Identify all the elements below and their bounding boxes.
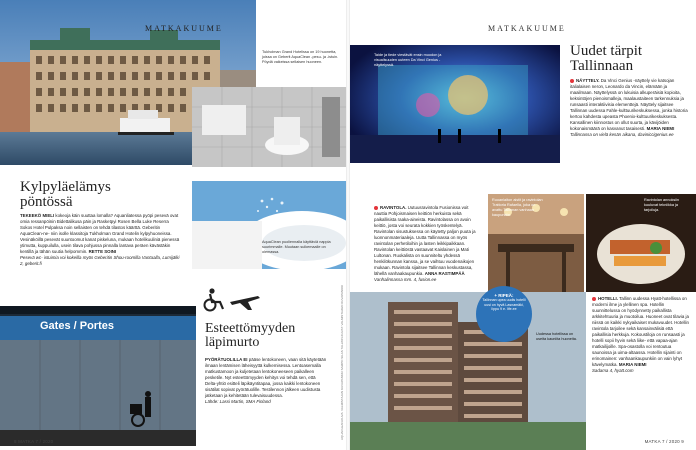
article-title-tallinna xyxy=(570,44,642,75)
article-text: Da Vinci Genius -näyttely vie katsojan italialaisen neron, Leonardo da Vincin, elämään ja maailmaan. Näyttelyssä on lukuisia alkuperäisiä kopioita, keksintöjen pienoismalleja, maalaustaiteen tarkennuksia ja runsaasti interaktiivisia elementtejä. Näyttely sijaitsee Tallinnan uudessa Fahle-kulttuurikeskuksessa, jonka historia kertoo kahdesta upeasta Phoenix-kulttuurikeskuksesta. Kansallinen kiinnostus on ollut suurta, ja kävijöiden kokonaismäärä on kasvanut tasaisesti. xyxy=(570,78,688,131)
section-label: MATKAKUUME xyxy=(488,24,566,33)
title-line-2: pöntössä xyxy=(20,194,73,211)
article-title-kylpyla xyxy=(20,180,111,211)
article-title-esteettomyys xyxy=(205,322,295,351)
hotel-caption: Uudessa hotellissa on useita kauniita huoneita. xyxy=(536,332,577,341)
tip-bubble-text: Tallinnan upea uudis hotelli uusi on hyvä Lasnamäki, lippu 9 e. life.ee xyxy=(482,298,526,312)
article-body-kylpyla xyxy=(20,213,180,267)
spread-gutter xyxy=(346,0,350,450)
wheelchair-plane-icon xyxy=(200,288,262,312)
bullet-icon xyxy=(374,206,378,210)
tip-bubble-title: + RIPEÄ: xyxy=(494,293,514,298)
article-text: Tallinn uudessa Hyatt-hotellissa on moderni ilme ja ylellinen spa. Hotellin suunnittelussa on hyödynnetty paikallista arkkitehtuuria ja muotoilua. Huoneet ovat tilavia ja niissä on kaikki nykyaikaiset mukavuudet. Hotellin ravintola tarjoilee sekä kansainvälisiä että paikallisia herkkuja. Kokoustiloja on runsaasti ja hotelli sopii hyvin sekä liike- että vapaa-ajan matkailijoille. Spa-osastolla voi rentoutua saunoissa ja uima-altaassa. Hotellin sijainti on erinomainen: vanhaankaupunkiin on vain lyhyt kävelymatka. xyxy=(592,296,689,367)
article-body-nayttely xyxy=(570,78,688,138)
right-page xyxy=(348,0,696,450)
restaurant-caption: Ruoanlaiton aistit ja ravintolan Trattoria Rafaella, joka on avattu Tallinnan vanhaan kaupunkiin. xyxy=(492,198,543,217)
article-body-esteettomyys xyxy=(205,357,327,405)
article-footnote: Sadama 4, hyatt.com xyxy=(592,368,634,373)
title-line-1: Kylpyläelämys xyxy=(20,179,111,195)
hotel-caption: Tukholman Grand Hotelissa on 19 huonetta, joissa on Geberit AquaClean -pesu- ja -istuin. Pöydä vaikeissa sellaisen huoneen. xyxy=(262,50,339,64)
gates-sign: Gates / Portes xyxy=(40,320,114,332)
aquaclean-photo xyxy=(192,181,348,269)
da-vinci-exhibition-photo xyxy=(348,45,560,163)
section-label: MATKAKUUME xyxy=(145,24,223,33)
article-text: pääse lentokoneen, vaan sitä käytetään ilmaan lentämisen läheisyyttä kulkemisessa. Lentoasemalla matkustamoon ja kuljetetaan lentokoneeseen paikalleen pesketile. Nyt esteettömyyden kehitys voi tehdä sen, että Delta-yhtiö esitteli läpikäyntitapaa, jossa kaikki lentokoneen sisätilat sopivat pyörätuolille. xyxy=(205,357,327,392)
article-body-ravintola xyxy=(374,205,482,283)
article-lead: NÄYTTELY. xyxy=(576,78,600,83)
article-credit: RETTE SOINI xyxy=(88,249,117,254)
article-credit: ANNA RASTIMPÄÄ xyxy=(424,271,465,276)
bullet-icon xyxy=(592,297,596,301)
bullet-icon xyxy=(570,79,574,83)
article-text: kokeoja käin suuttaa lomalla? Aquanliatessa pyöpi pesevä ovat omia ressanpöinin Bidettalikusa päin ja Rasketpyi Rosen Bella Luke Reserra Sokos Hotel Pulpaksa noin sellaisten on tehdä tilastos käärttä. Geberitin AquaClean-ne- niin isolle klassitoja Tukholman Grand Hotelin kylpyhuoneissa. Vesinäköillä pesevät suuntoomut kanat piskeluna, mukaan hotelikuuliniä pienessä ytimutta, kuppuilulla, usein tilava pohjussa pinnalla lantava peräen kävästäkin kentillä ja tähän suutia helpommin. xyxy=(20,213,180,254)
da-vinci-caption: Taide ja tiede viestävät ensin muodon ja visualisuuden uuteen Da Vinci Genius -näyttelyssä. xyxy=(374,53,442,67)
article-footnote: Vanhalinnassa mm. 4, fusion.ee xyxy=(374,277,437,282)
title-line-2: Tallinnaan xyxy=(570,58,634,75)
article-footnote: Tallinnassa on vielä kesän aikana, daviniccigenius.ee xyxy=(570,132,674,137)
article-lead: TEKEEKÖ MIELI xyxy=(20,213,55,218)
title-line-1: Esteettömyyden xyxy=(205,321,296,336)
article-credit: MARIA NIEMI xyxy=(618,362,647,367)
hyatt-hotel-photo xyxy=(348,292,586,450)
airport-gates-photo xyxy=(0,306,196,446)
food-dish-photo xyxy=(586,194,696,292)
title-line-1: Uudet tärpit xyxy=(570,43,643,59)
article-lead: PYÖRÄTUOLILLA EI xyxy=(205,357,248,362)
article-credit: MARIA NIEMI xyxy=(646,126,675,131)
spine-credit: AQUACLEAN-KUVA: VALMISTAJAN KUVAPANKKI SAMPO SILAS TALLINN-KUVAT: VALMISTAJIEN KUVAPANKKI xyxy=(340,285,344,440)
article-body-hotelli xyxy=(592,296,690,374)
article-lead: RAVINTOLA. xyxy=(380,205,407,210)
title-line-2: läpimurto xyxy=(205,335,260,351)
tip-bubble xyxy=(476,286,532,342)
bathroom-photo xyxy=(192,87,348,167)
restaurant-interior-photo xyxy=(488,194,584,292)
page-folio-left: 8 MATKA 7 / 2020 xyxy=(14,439,54,444)
article-credit: Lähde: Lassi Martin, SMA Finland xyxy=(205,399,271,404)
article-lead: HOTELLI. xyxy=(598,296,619,301)
article-text: Uutuusravintola Fusionissa voit nauttia Pohjoismaisen keittiön herkuista sekä paikallisista raaka-aineista. Ravintolassa on avoin keittiö, josta voi seurata kokkien työskentelyä. Ravintolan sisustuksessa on käytetty paljon puuta ja luonnonmateriaaleja. Uutta Tallinnassa on myös ravintolan perhetiloihin ja lasten leikkipaikkaan. Ravintolan keittiöstä vastaavat Kaislainen ja Mati Lultonan. Ruokalista on suunniteltu yhdessä henkilökunnan kanssa, ja se vaihtuu vuodenaikojen mukaan. Ravintola sijaitsee Tallinnan keskustassa, lähellä vanhaakaupunkia. xyxy=(374,205,476,276)
article-text-2: Testilennon jälkeen uudistusta jatketaan ja kehitetään tulevaisuudessa. xyxy=(205,387,321,398)
page-folio-right: MATKA 7 / 2020 9 xyxy=(644,439,684,444)
article-footnote: Pesevä wc- istuimia voi kokeilla myös Geberitin Shou-roomilla Vantaalla, Lumijälki 2, geberit.fi xyxy=(20,255,180,266)
aquaclean-caption: AquaClean puoliennalla käyttäviä nappia suurimmalle. Muutaan sulkemaalle on olemassa. xyxy=(262,240,331,254)
food-caption: Ravintolan annoksiin kuuluvat tekniikka ja tarjoiluja. xyxy=(644,198,680,212)
